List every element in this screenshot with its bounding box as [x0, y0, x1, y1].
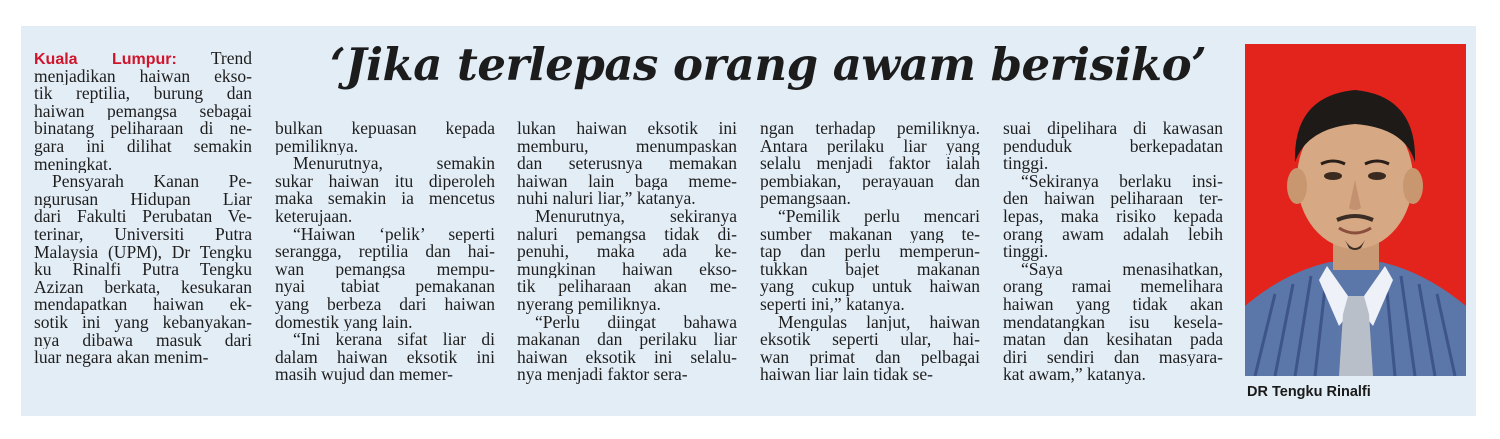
text-line: tik peliharaan akan me- — [517, 278, 737, 296]
text-line: ku Rinalfi Putra Tengku — [34, 261, 252, 279]
text-line: “Pemilik perlu mencari — [778, 207, 980, 226]
text-line: tik reptilia, burung dan — [34, 85, 252, 103]
text-line: wan primat dan pelbagai — [760, 348, 980, 367]
text-line: pembiakan, perayauan dan — [760, 172, 980, 191]
text-line: pemangsaan. — [760, 190, 851, 208]
text-line: mungkinan haiwan ekso- — [517, 260, 737, 279]
text-line: “Haiwan ‘pelik’ seperti — [293, 225, 495, 244]
text-line: maka semakin ia mencetus — [275, 190, 495, 208]
text-line: eksotik seperti ular, hai- — [760, 331, 980, 349]
text-line: domestik yang lain. — [275, 313, 413, 332]
text-line: sumber makanan yang te- — [760, 225, 980, 244]
text-line: dan seterusnya memakan — [517, 155, 737, 173]
text-line: Pensyarah Kanan Pe- — [52, 173, 252, 191]
text-line: nya dibawa masuk dari — [34, 331, 252, 350]
text-line: Azizan berkata, kesukaran — [34, 278, 252, 297]
text-line: masih wujud dan memer- — [275, 366, 454, 384]
text-line: meningkat. — [34, 155, 113, 174]
text-line: Mengulas lanjut, haiwan — [778, 313, 980, 332]
headline: ‘Jika terlepas orang awam berisiko’ — [330, 38, 1207, 91]
text-line: mendapatkan haiwan ek- — [34, 296, 252, 314]
text-line: pemiliknya. — [275, 137, 359, 156]
text-line: ngurusan Hidupan Liar — [34, 190, 252, 209]
text-line: penduduk berkepadatan — [1003, 137, 1223, 156]
text-line: ngan terhadap pemiliknya. — [760, 120, 980, 138]
text-line: “Saya menasihatkan, — [1021, 260, 1223, 279]
text-line: nyerang pemiliknya. — [517, 295, 661, 314]
text-line: binatang peliharaan di ne- — [34, 120, 252, 138]
text-line: lepas, maka risiko kepada — [1003, 207, 1223, 226]
text-line: orang ramai memelihara — [1003, 278, 1223, 296]
text-line: terinar, Universiti Putra — [34, 225, 252, 244]
article-column-1 — [34, 50, 252, 367]
text-line: matan dan kesihatan pada — [1003, 331, 1223, 349]
text-line: Antara perilaku liar yang — [760, 137, 980, 156]
text-line: nyai tabiat pemakanan — [275, 278, 495, 296]
article-column-4 — [760, 120, 980, 384]
text-line: sukar haiwan itu diperoleh — [275, 172, 495, 191]
text-line: luar negara akan menim- — [34, 349, 209, 367]
text-line: “Perlu diingat bahawa — [535, 313, 737, 332]
text-line: haiwan liar lain tidak se- — [760, 366, 933, 384]
dateline: Kuala Lumpur: — [34, 51, 177, 68]
text-line: haiwan eksotik ini selalu- — [517, 348, 737, 367]
text-line: tinggi. — [1003, 243, 1049, 261]
text-line: haiwan lain baga meme- — [517, 172, 737, 191]
portrait-illustration — [1245, 44, 1466, 376]
text-line: sotik ini yang kebanyakan- — [34, 313, 252, 332]
text-line: seperti ini,” katanya. — [760, 295, 905, 314]
text-line: “Sekiranya berlaku insi- — [1021, 172, 1223, 191]
text-line: yang berbeza dari haiwan — [275, 295, 495, 314]
text-line: yang cukup untuk haiwan — [760, 278, 980, 296]
text-line: dari Fakulti Perubatan Ve- — [34, 208, 252, 226]
text-line: diri sendiri dan masyara- — [1003, 348, 1223, 367]
text-line: naluri pemangsa tidak di- — [517, 225, 737, 244]
text-line: penuhi, maka ada ke- — [517, 243, 737, 261]
text-line: Malaysia (UPM), Dr Tengku — [34, 243, 252, 262]
text-line: wan pemangsa mempu- — [275, 260, 495, 279]
text-line: gara ini dilihat semakin — [34, 137, 252, 156]
text-line: Menurutnya, sekiranya — [535, 207, 737, 226]
text-line: keterujaan. — [275, 207, 353, 226]
text-line: mendatangkan isu kesela- — [1003, 313, 1223, 332]
text-line: kat awam,” katanya. — [1003, 366, 1146, 384]
text-line: tap dan perlu memperun- — [760, 243, 980, 261]
article-column-5 — [1003, 120, 1223, 384]
portrait-photo — [1245, 44, 1466, 376]
text-line: “Ini kerana sifat liar di — [293, 331, 495, 349]
text-line: lukan haiwan eksotik ini — [517, 120, 737, 138]
text-line: menjadikan haiwan ekso- — [34, 67, 252, 86]
text-line: selalu menjadi faktor ialah — [760, 155, 980, 173]
article-column-2 — [275, 120, 495, 384]
text-line: makanan dan perilaku liar — [517, 331, 737, 349]
text-line: memburu, menumpaskan — [517, 137, 737, 156]
text-line: Menurutnya, semakin — [293, 155, 495, 173]
text-line: suai dipelihara di kawasan — [1003, 120, 1223, 138]
text-line: serangga, reptilia dan hai- — [275, 243, 495, 261]
text-line: Kuala Lumpur: Trend — [34, 50, 252, 68]
text-line: haiwan yang tidak akan — [1003, 295, 1223, 314]
text-line: den haiwan peliharaan ter- — [1003, 190, 1223, 208]
text-line: nya menjadi faktor sera- — [517, 366, 688, 384]
photo-caption: DR Tengku Rinalfi — [1247, 384, 1371, 400]
text-line: tinggi. — [1003, 155, 1049, 173]
text-line: dalam haiwan eksotik ini — [275, 348, 495, 367]
text-line: haiwan pemangsa sebagai — [34, 102, 252, 121]
text-line: bulkan kepuasan kepada — [275, 120, 495, 138]
text-line: nuhi naluri liar,” katanya. — [517, 190, 696, 208]
text-line: orang awam adalah lebih — [1003, 225, 1223, 244]
article-column-3 — [517, 120, 737, 384]
text-line: tukkan bajet makanan — [760, 260, 980, 279]
